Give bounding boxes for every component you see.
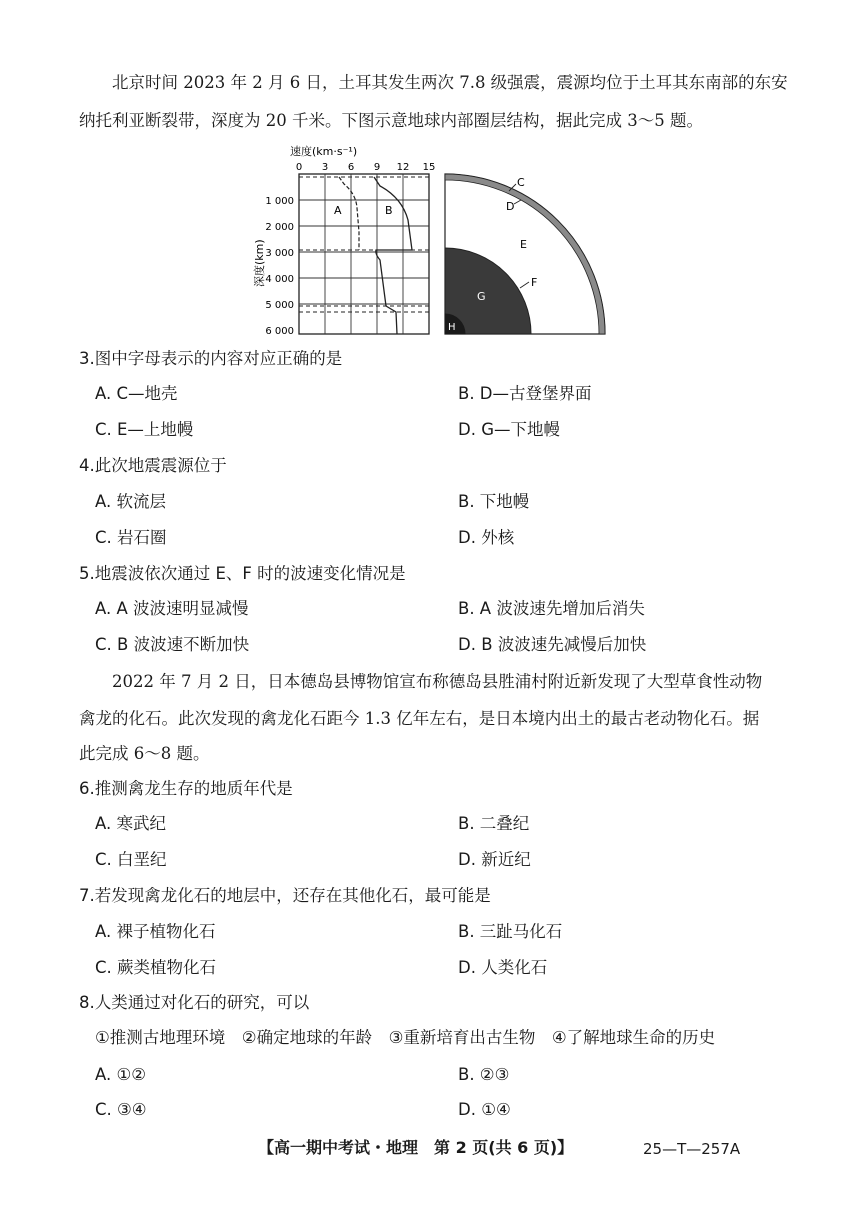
depth-axis-label: 深度(km) — [253, 239, 266, 287]
question-3-option-c: C. E—上地幔 — [95, 420, 194, 439]
footer-title: 【高一期中考试・地理 第 2 页(共 6 页)】 — [258, 1138, 574, 1157]
question-5-option-c: C. B 波波速不断加快 — [95, 635, 250, 654]
speed-tick-15: 15 — [422, 162, 436, 173]
depth-tick-2000: 2 000 — [265, 222, 294, 233]
question-8-option-b: B. ②③ — [458, 1065, 510, 1084]
wave-b-label: B — [385, 204, 393, 217]
depth-tick-4000: 4 000 — [265, 274, 294, 285]
passage-1-line-2: 纳托利亚断裂带，深度为 20 千米。下图示意地球内部圈层结构，据此完成 3～5 题。 — [79, 111, 703, 130]
question-6-option-c: C. 白垩纪 — [95, 850, 167, 869]
question-6-option-b: B. 二叠纪 — [458, 814, 530, 833]
question-7-option-b: B. 三趾马化石 — [458, 922, 563, 941]
question-3-option-b: B. D—古登堡界面 — [458, 384, 592, 403]
question-7-stem: 7.若发现禽龙化石的地层中，还存在其他化石，最可能是 — [79, 886, 491, 905]
question-4-option-a: A. 软流层 — [95, 492, 166, 511]
question-8-statements: ①推测古地理环境 ②确定地球的年龄 ③重新培育出古生物 ④了解地球生命的历史 — [95, 1028, 716, 1047]
speed-axis-label: 速度(km·s⁻¹) — [290, 145, 358, 158]
question-7-option-c: C. 蕨类植物化石 — [95, 958, 217, 977]
speed-tick-9: 9 — [373, 162, 381, 173]
layer-label-c: C — [517, 176, 525, 189]
layer-label-d: D — [506, 200, 515, 213]
question-4-option-c: C. 岩石圈 — [95, 528, 167, 547]
question-6-option-a: A. 寒武纪 — [95, 814, 166, 833]
layer-label-g: G — [477, 290, 486, 303]
question-5-option-d: D. B 波波速先减慢后加快 — [458, 635, 647, 654]
speed-tick-6: 6 — [347, 162, 355, 173]
question-7-option-a: A. 裸子植物化石 — [95, 922, 216, 941]
speed-tick-0: 0 — [295, 162, 303, 173]
depth-tick-6000: 6 000 — [265, 326, 294, 337]
question-4-option-b: B. 下地幔 — [458, 492, 530, 511]
question-3-option-a: A. C—地壳 — [95, 384, 178, 403]
question-8-stem: 8.人类通过对化石的研究，可以 — [79, 993, 310, 1012]
question-6-option-d: D. 新近纪 — [458, 850, 531, 869]
wave-b-curve — [374, 177, 412, 334]
passage-2-line-3: 此完成 6～8 题。 — [79, 744, 210, 763]
speed-tick-12: 12 — [396, 162, 410, 173]
question-8-option-a: A. ①② — [95, 1065, 147, 1084]
question-4-stem: 4.此次地震震源位于 — [79, 456, 227, 475]
question-6-stem: 6.推测禽龙生存的地质年代是 — [79, 779, 293, 798]
question-5-option-a: A. A 波波速明显减慢 — [95, 599, 249, 618]
layer-label-f: F — [531, 276, 538, 289]
passage-2-line-2: 禽龙的化石。此次发现的禽龙化石距今 1.3 亿年左右，是日本境内出土的最古老动物化石。据 — [79, 709, 760, 728]
passage-2-line-1: 2022 年 7 月 2 日，日本德岛县博物馆宣布称德岛县胜浦村附近新发现了大型草食性动物 — [112, 672, 763, 691]
layer-label-e: E — [520, 238, 527, 251]
wave-a-curve — [339, 177, 359, 250]
depth-tick-5000: 5 000 — [265, 300, 294, 311]
question-5-option-b: B. A 波波速先增加后消失 — [458, 599, 645, 618]
question-5-stem: 5.地震波依次通过 E、F 时的波速变化情况是 — [79, 564, 406, 583]
layer-label-h: H — [448, 322, 456, 333]
wave-a-label: A — [334, 204, 342, 217]
depth-tick-3000: 3 000 — [265, 248, 294, 259]
question-8-option-d: D. ①④ — [458, 1100, 511, 1119]
earth-interior-figure — [248, 142, 628, 344]
question-7-option-d: D. 人类化石 — [458, 958, 548, 977]
question-4-option-d: D. 外核 — [458, 528, 515, 547]
question-3-option-d: D. G—下地幔 — [458, 420, 560, 439]
depth-tick-1000: 1 000 — [265, 196, 294, 207]
passage-1-line-1: 北京时间 2023 年 2 月 6 日，土耳其发生两次 7.8 级强震，震源均位于土耳其东南部的东安 — [112, 73, 788, 92]
footer-code: 25—T—257A — [643, 1140, 741, 1158]
question-8-option-c: C. ③④ — [95, 1100, 147, 1119]
speed-tick-3: 3 — [321, 162, 329, 173]
question-3-stem: 3.图中字母表示的内容对应正确的是 — [79, 349, 343, 368]
